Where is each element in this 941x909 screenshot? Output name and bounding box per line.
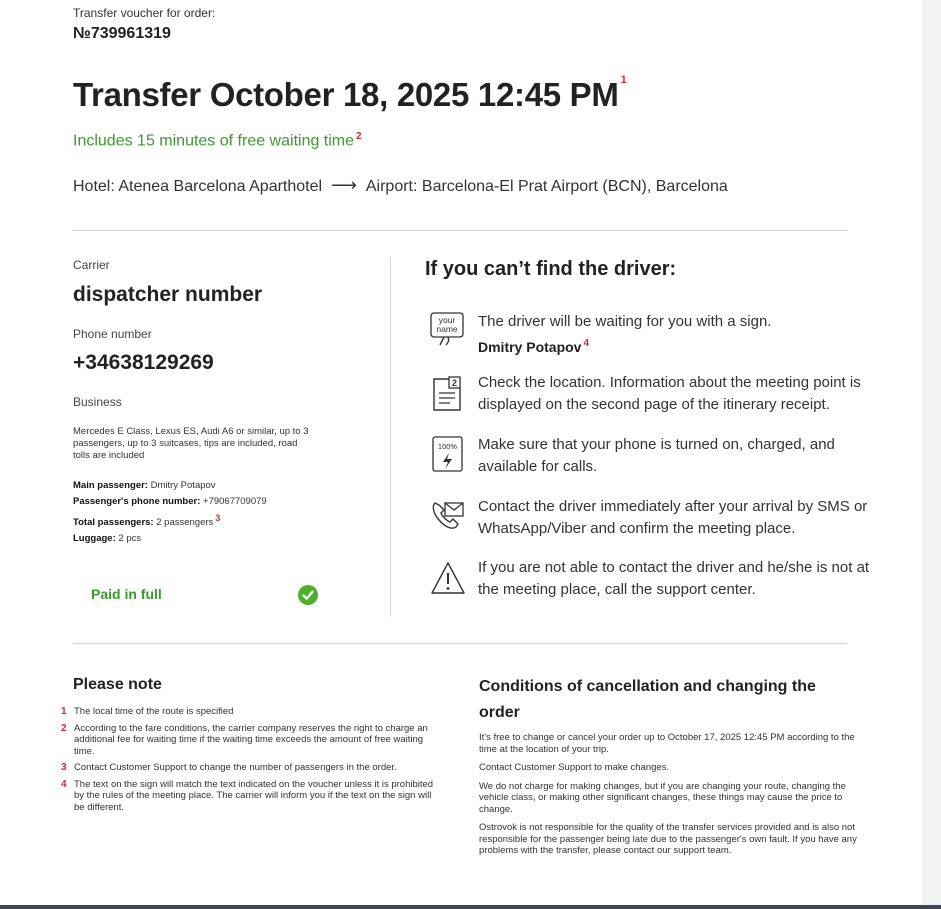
list-item <box>61 779 435 814</box>
vehicle-class: Business <box>73 395 122 409</box>
column-divider <box>390 257 391 617</box>
main-passenger-row: Main passenger: Dmitry Potapov <box>73 480 216 491</box>
payment-status: Paid in full <box>91 586 162 602</box>
note-text: Contact Customer Support to change the number of passengers in the order. <box>74 762 397 773</box>
step-contact-driver: Contact the driver immediately after your arrival by SMS or WhatsApp/Viber and confirm the meeting place. <box>478 498 868 537</box>
condition-paragraph: It's free to change or cancel your order up to October 17, 2025 12:45 PM according to the time at the location of your trip. <box>479 732 855 755</box>
list-item <box>61 762 435 774</box>
arrow-right-icon: ⟶ <box>331 175 357 195</box>
passenger-info <box>73 478 267 547</box>
footnote-marker: 4 <box>583 338 590 349</box>
total-passengers-row: Total passengers: 2 passengers 3 <box>73 513 221 529</box>
window-bottom-edge <box>0 905 941 909</box>
voucher-label: Transfer voucher for order: <box>73 6 216 20</box>
page-title <box>73 76 626 114</box>
list-item <box>61 723 435 758</box>
luggage: 2 pcs <box>118 533 142 545</box>
driver-help-title: If you can’t find the driver: <box>425 258 677 280</box>
note-text: The local time of the route is specified <box>74 706 234 717</box>
svg-text:name: name <box>436 324 458 334</box>
conditions-title: Conditions of cancellation and changing the order <box>479 678 816 721</box>
check-icon <box>298 585 318 605</box>
footnote-marker: 1 <box>620 74 627 86</box>
carrier-phone: +34638129269 <box>73 351 214 374</box>
conditions-list <box>479 732 859 864</box>
free-waiting-note <box>73 131 362 150</box>
svg-text:your: your <box>438 315 456 325</box>
divider <box>73 643 847 644</box>
divider <box>73 230 847 231</box>
free-waiting-text: Includes 15 minutes of free waiting time <box>73 132 355 150</box>
carrier-label: Carrier <box>73 258 110 272</box>
list-item <box>61 706 435 718</box>
svg-text:100%: 100% <box>437 442 458 451</box>
note-text: The text on the sign will match the text indicated on the voucher unless it is prohibited by the rules of the meeting place. The carrier will inform you if the text on the sign will be different. <box>74 778 434 813</box>
charged-phone-icon <box>430 436 466 472</box>
route-to: Airport: Barcelona-El Prat Airport (BCN), Barcelona <box>365 178 728 195</box>
vehicle-description: Mercedes E Class, Lexus ES, Audi A6 or similar, up to 3 passengers, up to 3 suitcases, tips are included, road tolls are included <box>73 426 309 461</box>
phone-label: Phone number <box>73 327 152 341</box>
scrollbar-track[interactable] <box>922 0 941 909</box>
route <box>73 175 728 196</box>
note-number: 2 <box>61 722 67 734</box>
condition-paragraph: We do not charge for making changes, but if you are changing your route, changing the vehicle class, or making other significant changes, these things may cause the price to change. <box>479 780 846 815</box>
total-passengers: 2 passengers <box>156 517 214 529</box>
step-call-support: If you are not able to contact the driver and he/she is not at the meeting place, call the support center. <box>478 559 870 598</box>
order-number: №739961319 <box>73 25 171 42</box>
note-number: 3 <box>61 762 67 773</box>
condition-paragraph: Contact Customer Support to make changes. <box>479 762 670 773</box>
svg-text:2: 2 <box>451 378 458 388</box>
notes-list <box>61 706 435 818</box>
step-sign <box>478 311 888 359</box>
step-location: Check the location. Information about the meeting point is displayed on the second page of the itinerary receipt. <box>478 374 861 413</box>
driver-sign-name: Dmitry Potapov <box>478 339 582 355</box>
please-note-title: Please note <box>73 676 162 693</box>
name-sign-icon <box>430 311 466 347</box>
condition-paragraph: Ostrovok is not responsible for the quality of the transfer services provided and is also not responsible for the passenger being late due to the passenger's own fault. If you have any problems with the transfer, please contact our support team. <box>479 822 857 856</box>
transfer-datetime: Transfer October 18, 2025 12:45 PM <box>73 76 619 113</box>
route-from: Hotel: Atenea Barcelona Aparthotel <box>73 178 323 195</box>
step-phone-charged: Make sure that your phone is turned on, charged, and available for calls. <box>478 436 835 475</box>
main-passenger: Dmitry Potapov <box>150 480 216 491</box>
passenger-phone: +79067709079 <box>203 496 267 507</box>
warning-icon <box>430 560 466 596</box>
note-text: According to the fare conditions, the carrier company reserves the right to charge an additional fee for waiting time if the waiting time exceeds the amount of free waiting time. <box>74 722 428 757</box>
luggage-row: Luggage: 2 pcs <box>73 533 142 545</box>
step-text: The driver will be waiting for you with a sign. <box>478 313 772 330</box>
footnote-marker: 2 <box>356 131 362 142</box>
passenger-phone-row: Passenger's phone number: +79067709079 <box>73 496 267 507</box>
note-number: 4 <box>61 778 67 790</box>
carrier-name: dispatcher number <box>73 283 263 306</box>
note-number: 1 <box>61 706 67 717</box>
phone-message-icon <box>430 497 466 533</box>
footnote-marker: 3 <box>215 513 221 523</box>
document-icon <box>430 376 466 412</box>
